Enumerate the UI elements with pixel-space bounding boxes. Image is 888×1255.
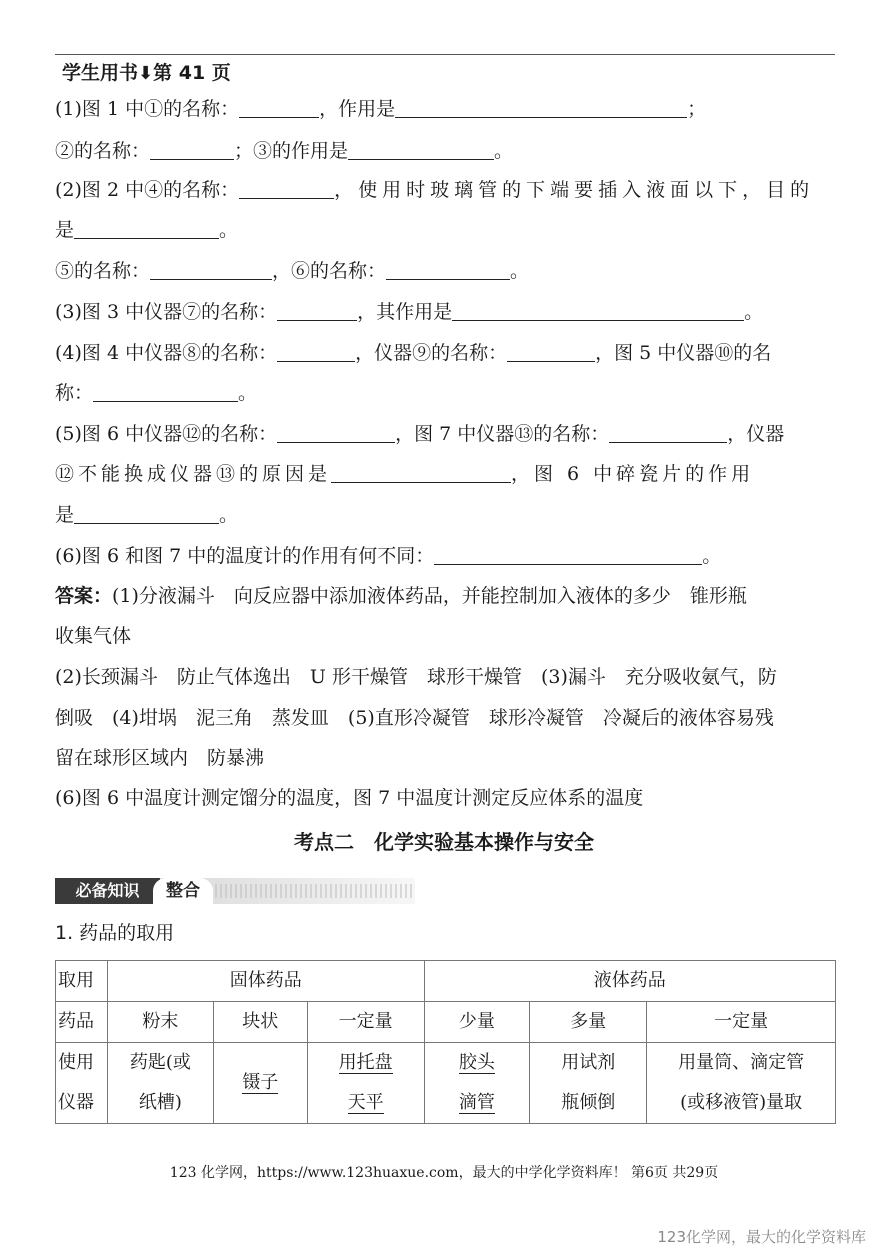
table-cell: 使用 仪器 xyxy=(56,1043,108,1124)
answer-line-1: 答案：(1)分液漏斗 向反应器中添加液体药品，并能控制加入液体的多少 锥形瓶 xyxy=(55,585,747,607)
down-arrow-icon: ⬇ xyxy=(138,63,154,84)
table-header-liquid: 液体药品 xyxy=(424,961,836,1002)
answer-blank xyxy=(386,259,510,280)
answer-blank xyxy=(150,139,234,160)
banner-dark-label: 必备知识 xyxy=(55,878,160,904)
answer-blank xyxy=(74,218,219,239)
question-4-line-2: 称： 。 xyxy=(55,382,258,404)
question-1-line-1: (1)图 1 中①的名称： ，作用是 ； xyxy=(55,98,707,120)
table-cell: 用托盘 天平 xyxy=(307,1043,424,1124)
banner-stripes xyxy=(215,884,415,898)
table-cell: 镊子 xyxy=(213,1043,307,1124)
reagent-table xyxy=(55,960,836,1124)
knowledge-banner xyxy=(55,878,415,904)
question-2-line-2: 是 。 xyxy=(55,219,239,241)
answer-blank xyxy=(277,422,395,443)
question-4-line-1: (4)图 4 中仪器⑧的名称： ，仪器⑨的名称： ，图 5 中仪器⑩的名 xyxy=(55,342,772,364)
answer-line-4: 倒吸 (4)坩埚 泥三角 蒸发皿 (5)直形冷凝管 球形冷凝管 冷凝后的液体容易残 xyxy=(55,707,774,729)
table-cell: 粉末 xyxy=(107,1002,213,1043)
section-title: 考点二 化学实验基本操作与安全 xyxy=(294,830,594,854)
answer-line-5: 留在球形区域内 防暴沸 xyxy=(55,747,265,769)
answer-line-2: 收集气体 xyxy=(55,625,132,647)
answer-blank xyxy=(277,341,355,362)
book-ref-suffix: 第 41 页 xyxy=(153,62,231,84)
page-footer: 123 化学网，https://www.123huaxue.com，最大的中学化学资料库！ 第6页 共29页 xyxy=(169,1165,719,1181)
answer-blank xyxy=(93,381,238,402)
answer-blank xyxy=(74,503,219,524)
table-cell: 一定量 xyxy=(307,1002,424,1043)
answer-blank xyxy=(395,97,687,118)
question-5-line-1: (5)图 6 中仪器⑫的名称： ，图 7 中仪器⑬的名称： ，仪器 xyxy=(55,423,785,445)
question-3: (3)图 3 中仪器⑦的名称： ，其作用是 。 xyxy=(55,301,764,323)
subheading: 1. 药品的取用 xyxy=(55,922,175,944)
top-rule xyxy=(55,54,835,55)
question-2-line-1: (2)图 2 中④的名称： ，使用时玻璃管的下端要插入液面以下，目的 xyxy=(55,179,815,201)
table-cell: 药匙(或 纸槽) xyxy=(107,1043,213,1124)
table-row xyxy=(56,1002,836,1043)
table-cell: 少量 xyxy=(424,1002,530,1043)
watermark: 123化学网，最大的化学资料库 xyxy=(657,1228,866,1246)
table-cell: 用试剂 瓶倾倒 xyxy=(530,1043,647,1124)
answer-blank xyxy=(348,139,494,160)
table-cell: 药品 xyxy=(56,1002,108,1043)
table-row xyxy=(56,961,836,1002)
table-cell: 多量 xyxy=(530,1002,647,1043)
answer-blank xyxy=(331,462,511,483)
question-6: (6)图 6 和图 7 中的温度计的作用有何不同： 。 xyxy=(55,545,722,567)
table-cell: 取用 xyxy=(56,961,108,1002)
answer-blank xyxy=(434,544,702,565)
question-5-line-2: ⑫不能换成仪器⑬的原因是 ，图 6 中碎瓷片的作用 xyxy=(55,463,755,485)
answer-blank xyxy=(507,341,595,362)
question-1-line-2: ②的名称： ；③的作用是 。 xyxy=(55,140,514,162)
answer-blank xyxy=(452,300,744,321)
question-2-line-3: ⑤的名称： ，⑥的名称： 。 xyxy=(55,260,530,282)
answer-blank xyxy=(609,422,727,443)
answer-line-6: (6)图 6 中温度计测定馏分的温度，图 7 中温度计测定反应体系的温度 xyxy=(55,787,644,809)
table-header-solid: 固体药品 xyxy=(107,961,424,1002)
answer-blank xyxy=(239,97,319,118)
answer-line-3: (2)长颈漏斗 防止气体逸出 U 形干燥管 球形干燥管 (3)漏斗 充分吸收氨气，防 xyxy=(55,666,777,688)
table-cell: 用量筒、滴定管 (或移液管)量取 xyxy=(647,1043,836,1124)
answer-label: 答案： xyxy=(55,585,113,607)
table-cell: 块状 xyxy=(213,1002,307,1043)
answer-blank xyxy=(150,259,272,280)
question-5-line-3: 是 。 xyxy=(55,504,239,526)
answer-blank xyxy=(277,300,357,321)
book-reference xyxy=(62,58,231,85)
table-row xyxy=(56,1043,836,1124)
table-cell: 胶头 滴管 xyxy=(424,1043,530,1124)
answer-blank xyxy=(239,178,334,199)
banner-light-label: 整合 xyxy=(153,878,213,904)
book-ref-prefix: 学生用书 xyxy=(62,62,139,84)
table-cell: 一定量 xyxy=(647,1002,836,1043)
